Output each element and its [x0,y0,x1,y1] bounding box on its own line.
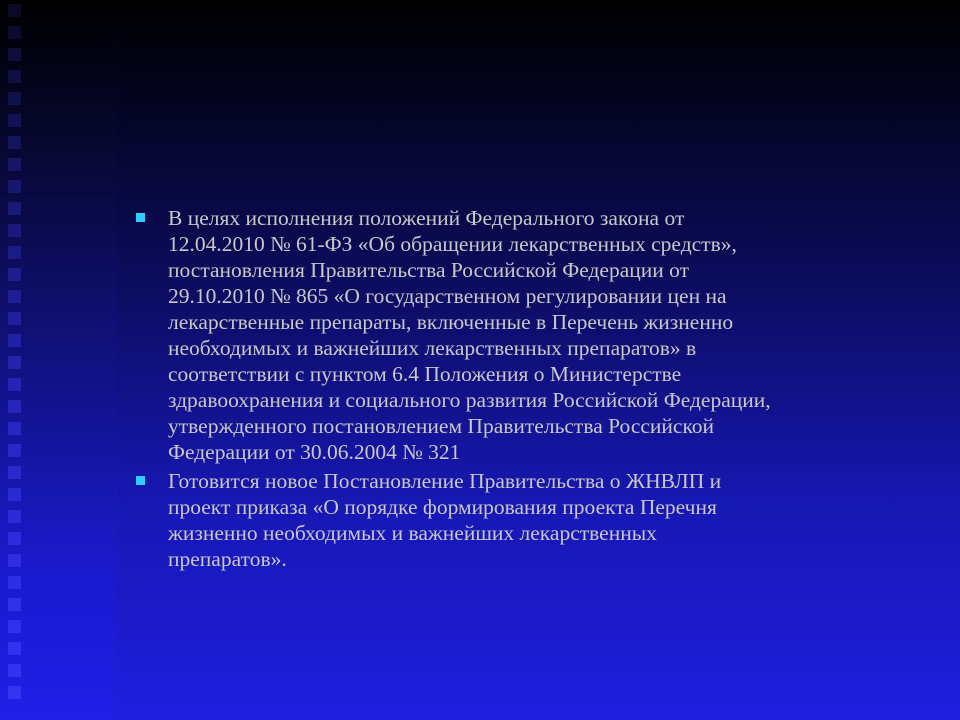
bullet-list [130,205,920,572]
strip-square [8,268,21,281]
strip-square [8,92,21,105]
strip-square [8,290,21,303]
strip-square [8,378,21,391]
strip-square [8,422,21,435]
strip-square [8,686,21,699]
bullet-item [130,205,920,465]
strip-square [8,4,21,17]
strip-edge [113,0,117,720]
strip-square [8,136,21,149]
strip-square [8,598,21,611]
strip-square [8,510,21,523]
strip-square [8,642,21,655]
strip-square-pattern [8,0,24,720]
strip-square [8,532,21,545]
strip-square [8,114,21,127]
strip-square [8,444,21,457]
strip-square [8,180,21,193]
strip-square [8,48,21,61]
strip-square [8,466,21,479]
strip-square [8,664,21,677]
strip-square [8,488,21,501]
left-decorative-strip [0,0,113,720]
bullet-text: В целях исполнения положений Федерального закона от 12.04.2010 № 61-ФЗ «Об обращении лекарственных средств», постановления Правительства Российской Федерации от 29.10.2010 № 865 «О государственном регулировании цен на лекарственные препараты, включенные в Перечень жизненно необходимых и важнейших лекарственных препаратов» в соответствии с пунктом 6.4 Положения о Министерстве здравоохранения и социального развития Российской Федерации, утвержденного постановлением Правительства Российской Федерации от 30.06.2004 № 321 [168,206,771,464]
strip-square [8,70,21,83]
strip-square [8,356,21,369]
strip-square [8,576,21,589]
strip-square [8,554,21,567]
slide-content [130,205,920,575]
bullet-item [130,468,920,572]
strip-square [8,202,21,215]
strip-square [8,334,21,347]
strip-square [8,400,21,413]
strip-square [8,312,21,325]
strip-square [8,158,21,171]
strip-square [8,224,21,237]
strip-square [8,246,21,259]
strip-square [8,620,21,633]
square-bullet-icon [136,476,145,485]
square-bullet-icon [136,213,145,222]
bullet-text: Готовится новое Постановление Правительства о ЖНВЛП и проект приказа «О порядке формирования проекта Перечня жизненно необходимых и важнейших лекарственных препаратов». [168,469,722,571]
strip-square [8,26,21,39]
